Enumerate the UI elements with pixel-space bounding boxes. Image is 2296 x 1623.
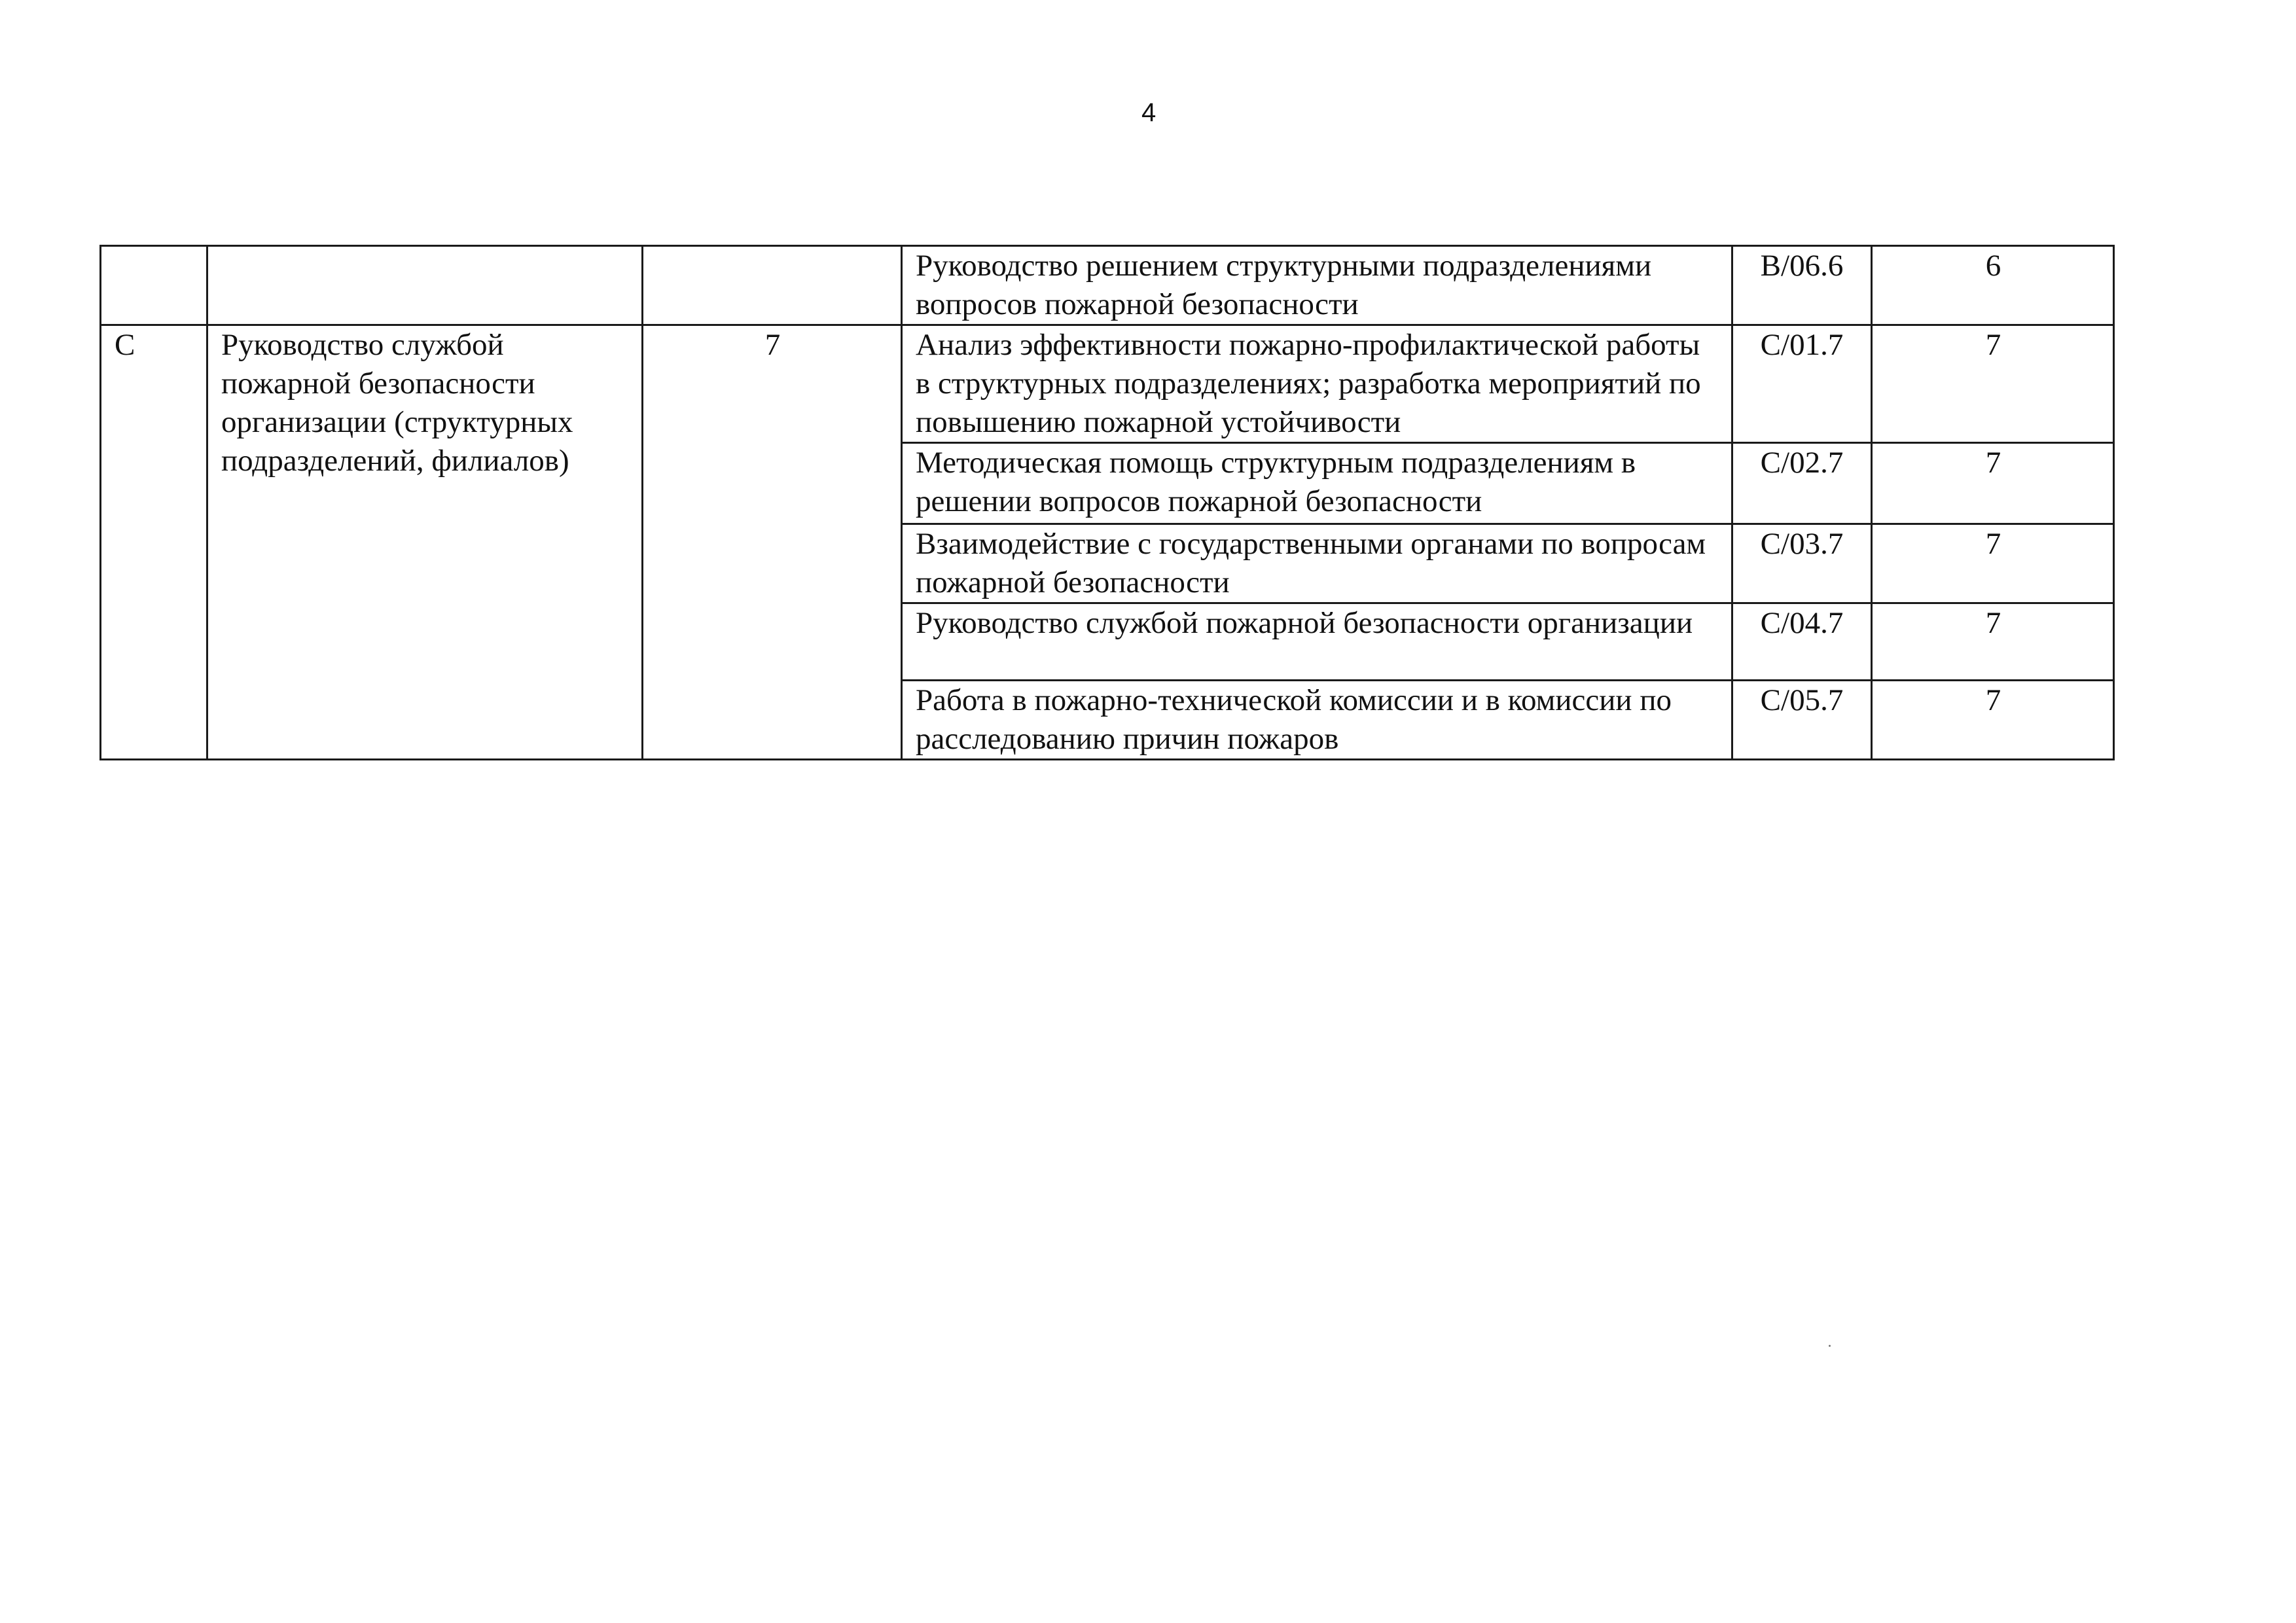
task-level-cell: 6 (1872, 246, 2114, 325)
function-level-cell (643, 246, 902, 325)
scan-speck (1829, 1345, 1831, 1347)
task-name-cell: Руководство службой пожарной безопасности организации (902, 603, 1732, 681)
function-letter-cell: C (101, 325, 207, 760)
function-level-cell: 7 (643, 325, 902, 760)
functions-table (99, 245, 2115, 760)
task-name-cell: Методическая помощь структурным подразделениям в решении вопросов пожарной безопасности (902, 443, 1732, 524)
task-code-cell: C/04.7 (1732, 603, 1872, 681)
function-letter-cell (101, 246, 207, 325)
task-level-cell: 7 (1872, 524, 2114, 603)
function-name-cell: Руководство службой пожарной безопасности организации (структурных подразделений, филиалов) (207, 325, 643, 760)
task-level-cell: 7 (1872, 603, 2114, 681)
task-code-cell: B/06.6 (1732, 246, 1872, 325)
page-number: 4 (1141, 98, 1157, 127)
task-code-cell: C/02.7 (1732, 443, 1872, 524)
function-name-cell (207, 246, 643, 325)
task-level-cell: 7 (1872, 681, 2114, 760)
task-level-cell: 7 (1872, 325, 2114, 443)
task-name-cell: Руководство решением структурными подразделениями вопросов пожарной безопасности (902, 246, 1732, 325)
task-code-cell: C/01.7 (1732, 325, 1872, 443)
task-code-cell: C/03.7 (1732, 524, 1872, 603)
table-row (101, 246, 2114, 325)
task-name-cell: Работа в пожарно-технической комиссии и в комиссии по расследованию причин пожаров (902, 681, 1732, 760)
task-code-cell: C/05.7 (1732, 681, 1872, 760)
table-row (101, 325, 2114, 443)
task-level-cell: 7 (1872, 443, 2114, 524)
task-name-cell: Взаимодействие с государственными органами по вопросам пожарной безопасности (902, 524, 1732, 603)
task-name-cell: Анализ эффективности пожарно-профилактической работы в структурных подразделениях; разработка мероприятий по повышению пожарной устойчивости (902, 325, 1732, 443)
